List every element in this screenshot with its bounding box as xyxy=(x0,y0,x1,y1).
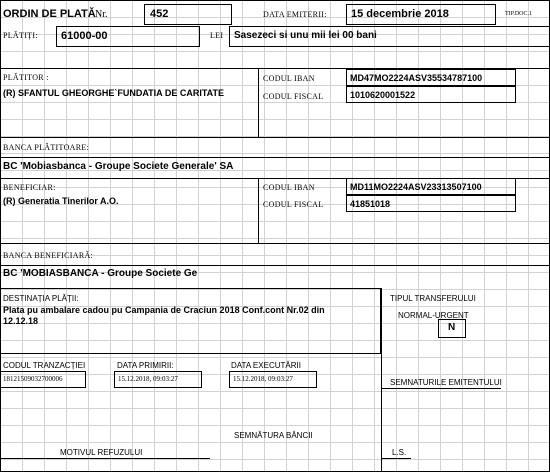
issue-date-label: DATA EMITERII: xyxy=(263,10,327,19)
executed-date-value: 15.12.2018, 09:03:27 xyxy=(233,375,293,383)
beneficiary-bank-name: BC 'MOBIASBANCA - Groupe Societe Ge xyxy=(3,268,198,279)
ls-stamp-label: L.S. xyxy=(392,448,407,457)
beneficiary-bank-separator xyxy=(0,265,550,266)
document-title: ORDIN DE PLATĂ xyxy=(3,8,96,20)
beneficiary-label: BENEFICIAR: xyxy=(3,183,56,192)
received-date-value: 15.12.2018, 09:03:27 xyxy=(118,375,178,383)
number-value: 452 xyxy=(150,8,169,20)
beneficiary-bank-label: BANCA BENEFICIARĂ: xyxy=(3,251,94,260)
payer-name: (R) SFANTUL GHEORGHE`FUNDATIA DE CARITATE xyxy=(3,88,224,98)
transfer-mode-label: NORMAL-URGENT xyxy=(398,311,469,320)
payer-fiscal-label: CODUL FISCAL xyxy=(263,92,324,101)
issuer-signature-line xyxy=(381,388,501,389)
number-label: Nr. xyxy=(95,9,108,20)
beneficiary-fiscal-label: CODUL FISCAL xyxy=(263,200,324,209)
beneficiary-iban: MD11MO2224ASV23313507100 xyxy=(350,182,482,192)
payer-bank-name: BC 'Mobiasbanca - Groupe Societe Generale' SA xyxy=(3,161,234,172)
payer-bank-label: BANCA PLĂTITOARE: xyxy=(3,143,90,152)
purpose-line-1: Plata pu ambalare cadou pu Campania de Craciun 2018 Conf.cont Nr.02 din xyxy=(3,305,325,315)
refusal-reason-label: MOTIVUL REFUZULUI xyxy=(60,448,143,457)
beneficiary-fiscal: 41851018 xyxy=(350,199,391,209)
bank-signature-label: SEMNĂTURA BĂNCII xyxy=(234,431,313,440)
purpose-label: DESTINAȚIA PLĂȚII: xyxy=(3,294,79,303)
signature-divider xyxy=(381,288,382,472)
payer-iban-label: CODUL IBAN xyxy=(263,74,315,83)
beneficiary-divider xyxy=(258,178,259,244)
amount-in-words: Sasezeci si unu mii lei 00 bani xyxy=(234,30,377,41)
payer-fiscal: 1010620001522 xyxy=(350,90,416,100)
transfer-mode-value: N xyxy=(448,322,456,333)
beneficiary-iban-label: CODUL IBAN xyxy=(263,183,315,192)
transaction-code-label: CODUL TRANZACȚIEI xyxy=(3,361,86,370)
issuer-signatures-label: SEMNATURILE EMITENTULUI xyxy=(390,378,502,387)
ls-stamp-line xyxy=(381,458,411,459)
currency-label: LEI xyxy=(210,31,224,40)
transaction-code-value: 18121509032700006 xyxy=(3,375,63,383)
amount-label: PLĂTIȚI: xyxy=(3,31,38,40)
payer-iban: MD47MO2224ASV35534787100 xyxy=(350,73,483,83)
payer-bank-separator xyxy=(0,157,550,158)
refusal-reason-line xyxy=(0,458,210,459)
payer-divider xyxy=(258,68,259,138)
amount-value: 61000-00 xyxy=(61,30,108,42)
payer-label: PLĂTITOR : xyxy=(3,73,49,82)
beneficiary-name: (R) Generatia Tinerilor A.O. xyxy=(3,196,119,206)
purpose-line-2: 12.12.18 xyxy=(3,316,39,326)
transfer-type-label: TIPUL TRANSFERULUI xyxy=(390,294,476,303)
issue-date-value: 15 decembrie 2018 xyxy=(351,8,449,20)
doc-type: TIP.DOC.1 xyxy=(505,11,533,17)
executed-date-label: DATA EXECUTĂRII xyxy=(231,361,301,370)
received-date-label: DATA PRIMIRII: xyxy=(117,361,174,370)
